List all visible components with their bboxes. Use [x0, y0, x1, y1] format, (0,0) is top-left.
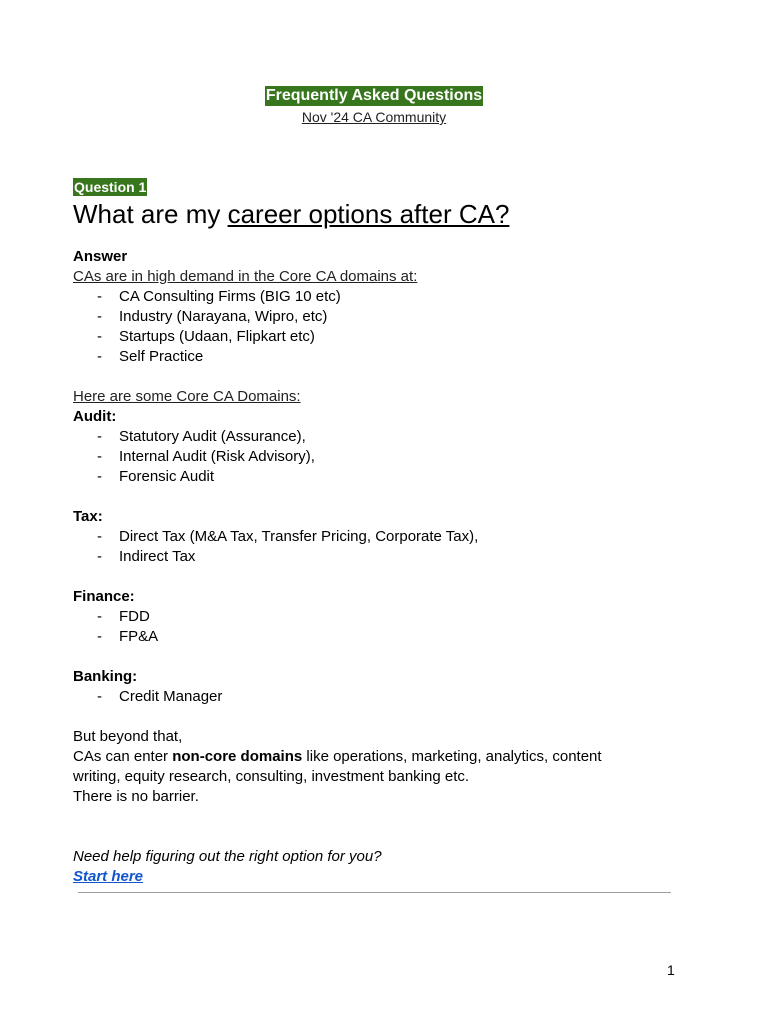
dash-marker: -	[97, 348, 102, 365]
page-number: 1	[667, 962, 675, 978]
list-item	[73, 427, 673, 447]
dash-marker: -	[97, 308, 102, 325]
banking-list	[73, 687, 673, 707]
list-item-text: Industry (Narayana, Wipro, etc)	[119, 308, 328, 325]
list-item	[73, 327, 673, 347]
document-subtitle: Nov '24 CA Community	[301, 109, 447, 125]
domain-heading-finance: Finance:	[73, 588, 135, 605]
noncore-line-2: writing, equity research, consulting, investment banking etc.	[73, 768, 470, 785]
noncore-line-1	[73, 747, 673, 767]
list-item	[73, 287, 673, 307]
list-item	[73, 307, 673, 327]
dash-marker: -	[97, 608, 102, 625]
noncore-post: like operations, marketing, analytics, content	[302, 748, 602, 765]
domain-heading-banking: Banking:	[73, 668, 138, 685]
document-header	[74, 86, 674, 128]
list-item	[73, 627, 673, 647]
list-item-text: Statutory Audit (Assurance),	[119, 428, 306, 445]
list-item-text: FP&A	[119, 628, 159, 645]
audit-list	[73, 427, 673, 487]
tax-list	[73, 527, 673, 567]
document-title: Frequently Asked Questions	[265, 87, 483, 104]
dash-marker: -	[97, 288, 102, 305]
answer-label: Answer	[73, 248, 128, 265]
list-item	[73, 447, 673, 467]
question-label: Question 1	[74, 179, 147, 195]
beyond-line: But beyond that,	[73, 728, 183, 745]
no-barrier-line: There is no barrier.	[73, 788, 199, 805]
finance-list	[73, 607, 673, 647]
list-item	[73, 607, 673, 627]
dash-marker: -	[97, 448, 102, 465]
horizontal-divider	[78, 892, 671, 893]
dash-marker: -	[97, 628, 102, 645]
list-item-text: Self Practice	[119, 348, 204, 365]
question-prefix: What are my	[73, 199, 228, 229]
list-item-text: Startups (Udaan, Flipkart etc)	[119, 328, 315, 345]
list-item	[73, 347, 673, 367]
dash-marker: -	[97, 468, 102, 485]
list-item	[73, 687, 673, 707]
list-item-text: Indirect Tax	[119, 548, 196, 565]
list-item-text: FDD	[119, 608, 150, 625]
question-text	[73, 196, 673, 232]
dash-marker: -	[97, 548, 102, 565]
domain-heading-audit: Audit:	[73, 408, 117, 425]
question-underlined: career options after CA?	[227, 199, 510, 229]
list-item	[73, 527, 673, 547]
dash-marker: -	[97, 688, 102, 705]
document-page	[73, 86, 673, 887]
cta-prompt: Need help figuring out the right option for you?	[73, 848, 382, 865]
dash-marker: -	[97, 428, 102, 445]
list-item	[73, 467, 673, 487]
list-item-text: CA Consulting Firms (BIG 10 etc)	[119, 288, 341, 305]
list-item	[73, 547, 673, 567]
demand-list	[73, 287, 673, 367]
list-item-text: Credit Manager	[119, 688, 223, 705]
demand-intro: CAs are in high demand in the Core CA domains at:	[73, 268, 418, 285]
domain-heading-tax: Tax:	[73, 508, 103, 525]
domains-intro: Here are some Core CA Domains:	[73, 388, 301, 405]
list-item-text: Internal Audit (Risk Advisory),	[119, 448, 315, 465]
list-item-text: Forensic Audit	[119, 468, 215, 485]
noncore-bold: non-core domains	[172, 748, 303, 765]
dash-marker: -	[97, 528, 102, 545]
list-item-text: Direct Tax (M&A Tax, Transfer Pricing, Corporate Tax),	[119, 528, 479, 545]
noncore-pre: CAs can enter	[73, 748, 173, 765]
dash-marker: -	[97, 328, 102, 345]
start-here-link[interactable]: Start here	[73, 868, 144, 885]
